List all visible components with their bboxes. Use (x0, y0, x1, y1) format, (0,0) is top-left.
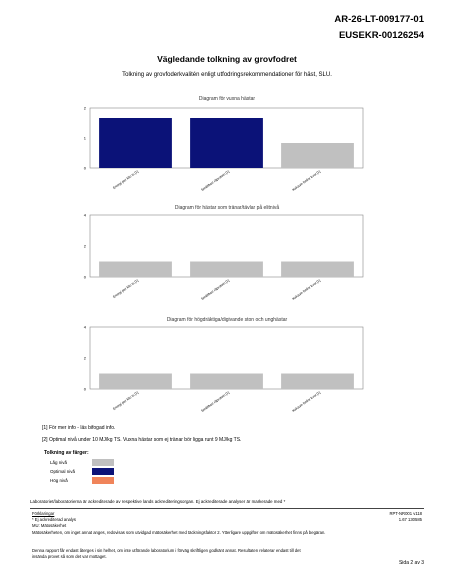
accreditation-text: Laboratoriet/laboratorierna är ackrediterade av respektive lands ackrediteringsorgan. Ej ackrediterade analyser är markerade med * (30, 499, 286, 504)
y-tick-label: 0 (83, 386, 86, 392)
note-2: [2] Optimal nivå under 10 MJ/kg TS. Vuxna hästar som ej tränar bör ligga runt 9 MJ/kg TS. (42, 437, 242, 443)
chart-3-title: Diagram för högdräktiga/digivande ston och unghästar (166, 317, 288, 323)
x-tick-label: Kalcium fosfor kvot [1] (291, 278, 322, 301)
bar-2 (190, 262, 263, 278)
legend-title: Tolkning av färger: (44, 450, 89, 456)
footer-divider (30, 508, 424, 509)
legend-label-high: Hög nivå (50, 478, 68, 483)
form-code: RPT-NR001 v118 (389, 511, 422, 516)
report-text-1: Denna rapport får endast återges i sin helhet, om inte utförande laboratorium i förväg skriftligen godkänt annat. Resultaten relaterar endast till det (32, 548, 301, 553)
x-tick-label: Energi per kilo ts [1] (112, 390, 140, 412)
y-tick-label: 2 (83, 105, 86, 111)
x-tick-label: Smältbart råprotein [1] (200, 278, 231, 302)
chart-1-title: Diagram för vuxna hästar (198, 96, 256, 102)
y-tick-label: 1 (83, 135, 86, 141)
y-tick-label: 2 (83, 355, 86, 361)
bar-3 (281, 374, 354, 390)
chart-2-title: Diagram för hästar som tränar/tävlar på elitnivå (174, 205, 280, 211)
bar-1 (99, 262, 172, 278)
y-tick-label: 4 (83, 212, 86, 218)
not-accredited-note: * Ej ackrediterad analys (32, 517, 76, 522)
chart-adult-horses (78, 106, 363, 196)
legend-swatch-optimal (92, 468, 114, 475)
bar-2 (190, 118, 263, 168)
page-number: Sida 2 av 3 (398, 560, 424, 566)
chart-pregnant-mares (78, 325, 363, 417)
bar-3 (281, 262, 354, 278)
sample-number: EUSEKR-00126254 (338, 30, 424, 41)
note-1: [1] För mer info - läs bifogad info. (42, 425, 116, 431)
bar-3 (281, 143, 354, 168)
bar-1 (99, 118, 172, 168)
y-tick-label: 2 (83, 243, 86, 249)
chart-elite-horses (78, 213, 363, 313)
explanations-label: Förklaringar (32, 511, 55, 516)
mu-label: MU: Mätosäkerhet (32, 523, 67, 528)
legend-label-low: Låg nivå (50, 460, 68, 465)
report-text-2: insända provet så som det var mottaget. (32, 554, 107, 559)
x-tick-label: Energi per kilo ts [1] (112, 169, 140, 191)
x-tick-label: Smältbart råprotein [1] (200, 390, 231, 414)
page-title: Vägledande tolkning av grovfodret (157, 54, 297, 64)
mu-text: Mätosäkerheten, om inget annat anges, redovisas som utvidgad mätosäkerhet med täckningsfaktor 2. Ytterligare uppgifter om mätosäkerhet finns på begäran. (32, 530, 326, 535)
y-tick-label: 4 (83, 324, 86, 330)
y-tick-label: 0 (83, 274, 86, 280)
x-tick-label: Smältbart råprotein [1] (200, 169, 231, 193)
x-tick-label: Kalcium fosfor kvot [1] (291, 390, 322, 413)
legend-swatch-high (92, 477, 114, 484)
bar-1 (99, 374, 172, 390)
legend-swatch-low (92, 459, 114, 466)
bar-2 (190, 374, 263, 390)
x-tick-label: Energi per kilo ts [1] (112, 278, 140, 300)
report-number: AR-26-LT-009177-01 (334, 14, 424, 25)
legend-label-optimal: Optimal nivå (50, 469, 76, 474)
x-tick-label: Kalcium fosfor kvot [1] (291, 169, 322, 192)
y-tick-label: 0 (83, 165, 86, 171)
page-subtitle: Tolkning av grovfoderkvalitén enligt utfodringsrekommendationer för häst, SLU. (122, 72, 332, 78)
form-version: 1.67 130585 (398, 517, 422, 522)
